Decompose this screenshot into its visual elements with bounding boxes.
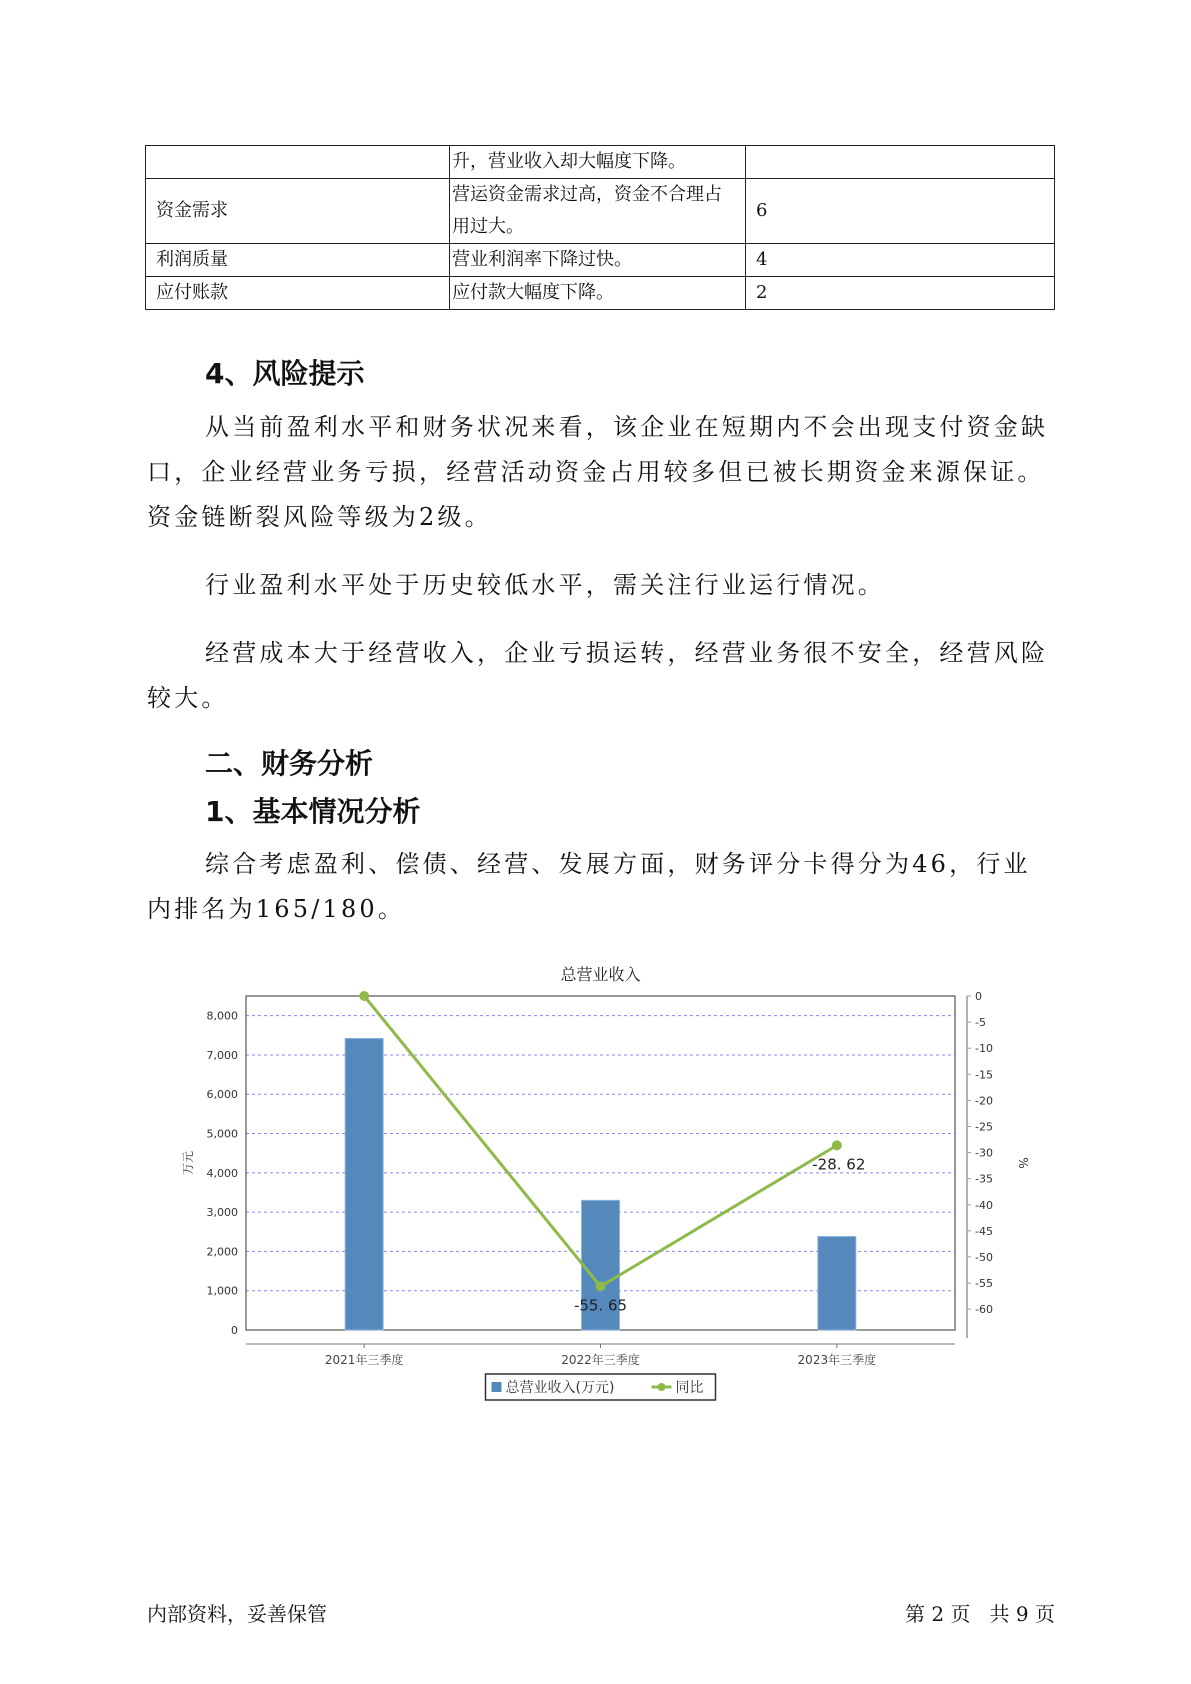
x-tick-label: 2022年三季度 (561, 1353, 640, 1367)
y-tick-label: 4,000 (206, 1166, 238, 1180)
table-cell-item: 应付账款 (146, 277, 450, 310)
revenue-bar (345, 1038, 383, 1330)
y-axis-label: 万元 (181, 1150, 195, 1176)
risk-paragraph-1: 从当前盈利水平和财务状况来看，该企业在短期内不会出现支付资金缺口，企业经营业务亏损，经营活动资金占用较多但已被长期资金来源保证。资金链断裂风险等级为2级。 (147, 413, 1049, 531)
revenue-bar (818, 1236, 856, 1330)
y2-tick-label: -15 (975, 1068, 993, 1082)
finance-paragraph: 综合考虑盈利、偿债、经营、发展方面，财务评分卡得分为46，行业内排名为165/180。 (147, 850, 1031, 923)
yoy-point (596, 1281, 606, 1291)
footer-confidential: 内部资料，妥善保管 (147, 1602, 327, 1626)
y-tick-label: 1,000 (206, 1284, 238, 1298)
x-tick-label: 2021年三季度 (324, 1353, 404, 1367)
table-cell-score: 6 (746, 179, 1055, 244)
footer-page-number: 第 2 页 共 9 页 (905, 1602, 1055, 1626)
table-cell-description: 升，营业收入却大幅度下降。 (450, 146, 746, 179)
yoy-point (359, 991, 369, 1001)
risk-heading: 4、风险提示 (205, 357, 365, 390)
table-cell-score: 4 (746, 244, 1055, 277)
y2-tick-label: -20 (975, 1094, 993, 1108)
table-cell-description: 应付款大幅度下降。 (450, 277, 746, 310)
yoy-data-label: -55. 65 (573, 1296, 628, 1315)
legend-marker-icon (658, 1383, 666, 1391)
table-row (146, 277, 1055, 310)
y2-tick-label: -60 (975, 1303, 993, 1317)
legend-label-yoy: 同比 (675, 1380, 704, 1396)
yoy-data-label: -28. 62 (812, 1155, 866, 1174)
finance-heading: 二、财务分析 (205, 747, 374, 780)
y-tick-label: 5,000 (206, 1127, 238, 1141)
table-row (146, 244, 1055, 277)
table-row (146, 146, 1055, 179)
y-tick-label: 0 (231, 1324, 238, 1337)
table-row (146, 179, 1055, 244)
y-tick-label: 2,000 (206, 1245, 238, 1259)
y2-tick-label: -45 (975, 1224, 993, 1238)
legend-bar-swatch-icon (492, 1382, 502, 1392)
y2-tick-label: -40 (975, 1198, 993, 1212)
legend-label-revenue: 总营业收入(万元) (505, 1380, 615, 1396)
y2-tick-label: 0 (975, 990, 982, 1003)
table-cell-description: 营业利润率下降过快。 (450, 244, 746, 277)
risk-paragraph-3: 经营成本大于经营收入，企业亏损运转，经营业务很不安全，经营风险较大。 (147, 639, 1049, 712)
table-cell-item (146, 146, 450, 179)
table-cell-score: 2 (746, 277, 1055, 310)
y2-tick-label: -35 (975, 1172, 993, 1186)
risk-paragraph-2: 行业盈利水平处于历史较低水平，需关注行业运行情况。 (205, 571, 885, 599)
table-cell-item: 利润质量 (146, 244, 450, 277)
table-cell-description: 营运资金需求过高，资金不合理占用过大。 (450, 179, 746, 244)
y-tick-label: 8,000 (206, 1009, 238, 1023)
table-cell-item: 资金需求 (146, 179, 450, 244)
y2-tick-label: -50 (975, 1250, 993, 1264)
y-tick-label: 6,000 (206, 1088, 238, 1102)
y2-tick-label: -5 (975, 1016, 986, 1030)
y2-tick-label: -30 (975, 1146, 993, 1160)
y2-tick-label: -25 (975, 1120, 993, 1134)
revenue-chart (170, 960, 1050, 1420)
risk-table (145, 145, 1055, 310)
x-tick-label: 2023年三季度 (797, 1353, 877, 1367)
y2-tick-label: -10 (975, 1042, 993, 1056)
y2-tick-label: -55 (975, 1277, 993, 1291)
y-tick-label: 7,000 (206, 1048, 238, 1062)
yoy-point (832, 1140, 842, 1150)
table-cell-score (746, 146, 1055, 179)
y-tick-label: 3,000 (206, 1206, 238, 1220)
basic-analysis-heading: 1、基本情况分析 (205, 795, 421, 828)
y2-axis-label: % (1016, 1157, 1030, 1169)
chart-title: 总营业收入 (560, 965, 641, 984)
